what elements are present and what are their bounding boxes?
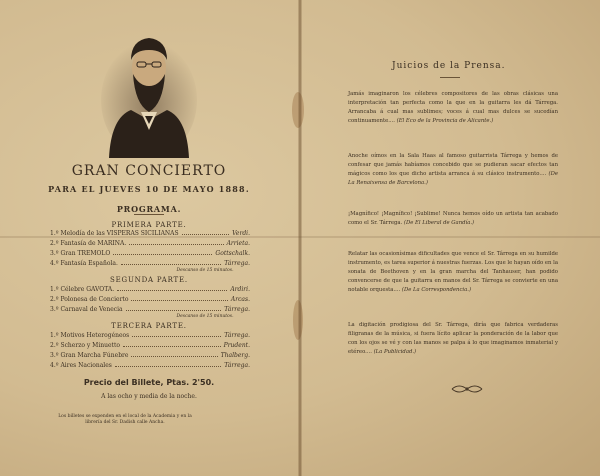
review-text: La digitación prodigiosa del Sr. Tárrega, diría que fabrica verdaderas filigranas de la música, si fuera lícito aplicar la ponderación de la labor que con los ojos se vé y con las manos se palpa á lo que imaginamos inmaterial y etéreo.... (348, 322, 558, 355)
piece-title: 2.º Scherzo y Minuetto (50, 342, 120, 349)
press-reviews-title: Juicios de la Prensa. (392, 61, 506, 71)
composer-name: Tárrega. (224, 306, 250, 313)
flourish-ornament-icon (450, 382, 484, 396)
review-source: (De El Liberal de Gandía.) (403, 220, 475, 226)
program-item (50, 341, 250, 350)
program-item (50, 351, 250, 360)
program-rule (134, 214, 164, 215)
press-review (348, 210, 558, 228)
piece-title: 2.º Polonesa de Concierto (50, 296, 129, 303)
composer-name: Arcas. (230, 296, 250, 303)
composer-name: Gottschalk. (215, 250, 250, 257)
review-text: Jamás imaginaron los célebres compositores de las obras clásicas una interpretación tan perfecta como la que en la guitarra les dá Tárrega. Arrancaba á cual mas sublimes; voces á cual mas dulces se sucedían continuamente.... (348, 91, 558, 124)
leader-dots (117, 285, 227, 291)
composer-name: Prudent. (223, 342, 250, 349)
right-page (302, 0, 600, 476)
composer-name: Verdi. (232, 230, 250, 237)
program-item (50, 305, 250, 314)
piece-title: 1.º Célebre GAVOTA. (50, 286, 115, 293)
composer-name: Thalberg. (220, 352, 250, 359)
part-heading-1: PRIMERA PARTE. (111, 221, 187, 229)
left-page (0, 0, 298, 476)
title-rule (440, 77, 460, 78)
review-text: Anoche oímos en la Sala Haas al famoso guitarrista Tárrega y hemos de confesar que jamás habíamos concebido que se pudieran sacar efectos tan mágicos como los que dicho artista arranca á su clásico instrumento.... (348, 153, 558, 177)
leader-dots (131, 351, 217, 357)
ticket-price: Precio del Billete, Ptas. 2'50. (83, 378, 215, 387)
review-source: (De La Correspondencia.) (401, 287, 472, 293)
piece-title: 3.º Gran TREMOLO (50, 250, 111, 257)
leader-dots (113, 249, 212, 255)
concert-date: PARA EL JUEVES 10 DE MAYO 1888. (48, 184, 250, 194)
leader-dots (121, 259, 221, 265)
intermission-note: Descanso de 15 minutos. (176, 268, 234, 273)
part-heading-3: TERCERA PARTE. (111, 322, 187, 330)
intermission-note: Descanso de 15 minutos. (176, 314, 234, 319)
review-text: Relatar las ocasionísimas dificultades que vence el Sr. Tárrega en su humilde instrumento, es tarea superior á nuestras fuerzas. Los que le hayan oído en la sonata de Beethoven y en la gran marcha del Tanhauser, han podido convencerse de que la guitarra en manos del Sr. Tárrega se convierte en una notable orquesta.... (348, 251, 558, 293)
review-source: (De La Renaixensa de Barcelona.) (348, 171, 558, 186)
piece-title: 3.º Gran Marcha Fúnebre (50, 352, 129, 359)
composer-name: Tárrega. (224, 260, 250, 267)
part-heading-2: SEGUNDA PARTE. (110, 276, 188, 284)
program-item (50, 295, 250, 304)
leader-dots (129, 239, 223, 245)
leader-dots (123, 341, 221, 347)
leader-dots (126, 305, 222, 311)
press-review (348, 90, 558, 126)
press-review (348, 250, 558, 295)
leader-dots (132, 331, 221, 337)
program-item (50, 285, 250, 294)
concert-title: GRAN CONCIERTO (71, 163, 227, 179)
review-source: (El Eco de la Provincia de Alicante.) (396, 118, 494, 124)
program-heading: PROGRAMA. (116, 204, 182, 214)
composer-name: Tárrega. (224, 332, 250, 339)
program-item (50, 331, 250, 340)
ticket-footnote: Los billetes se expenden en el local de la Academia y en la librería del Sr. Dadish calle Ancha. (58, 414, 192, 425)
program-item (50, 229, 250, 238)
composer-name: Arrieta. (226, 240, 250, 247)
piece-title: 2.º Fantasía de MARINA. (50, 240, 127, 247)
portrait-illustration (101, 20, 197, 158)
leader-dots (131, 295, 227, 301)
program-item (50, 259, 250, 268)
composer-name: Ardiri. (230, 286, 250, 293)
piece-title: 1.º Motivos Heterogéneos (50, 332, 130, 339)
leader-dots (182, 229, 230, 235)
review-source: (La Publicidad.) (373, 349, 417, 355)
piece-title: 1.º Melodía de las VISPERAS SICILIANAS (50, 230, 179, 237)
piece-title: 4.º Aires Nacionales (50, 362, 112, 369)
press-review (348, 321, 558, 357)
press-review (348, 152, 558, 188)
composer-name: Tárrega. (224, 362, 250, 369)
program-item (50, 239, 250, 248)
program-item (50, 249, 250, 258)
leader-dots (115, 361, 221, 367)
review-text: ¡Magnífico! ¡Magnífico! ¡Sublime! Nunca hemos oído un artista tan acabado como el Sr. Tárrega. (348, 211, 558, 226)
piece-title: 3.º Carnaval de Venecia (50, 306, 123, 313)
piece-title: 4.º Fantasía Española. (50, 260, 118, 267)
program-item (50, 361, 250, 370)
concert-time: A las ocho y media de la noche. (101, 393, 197, 400)
